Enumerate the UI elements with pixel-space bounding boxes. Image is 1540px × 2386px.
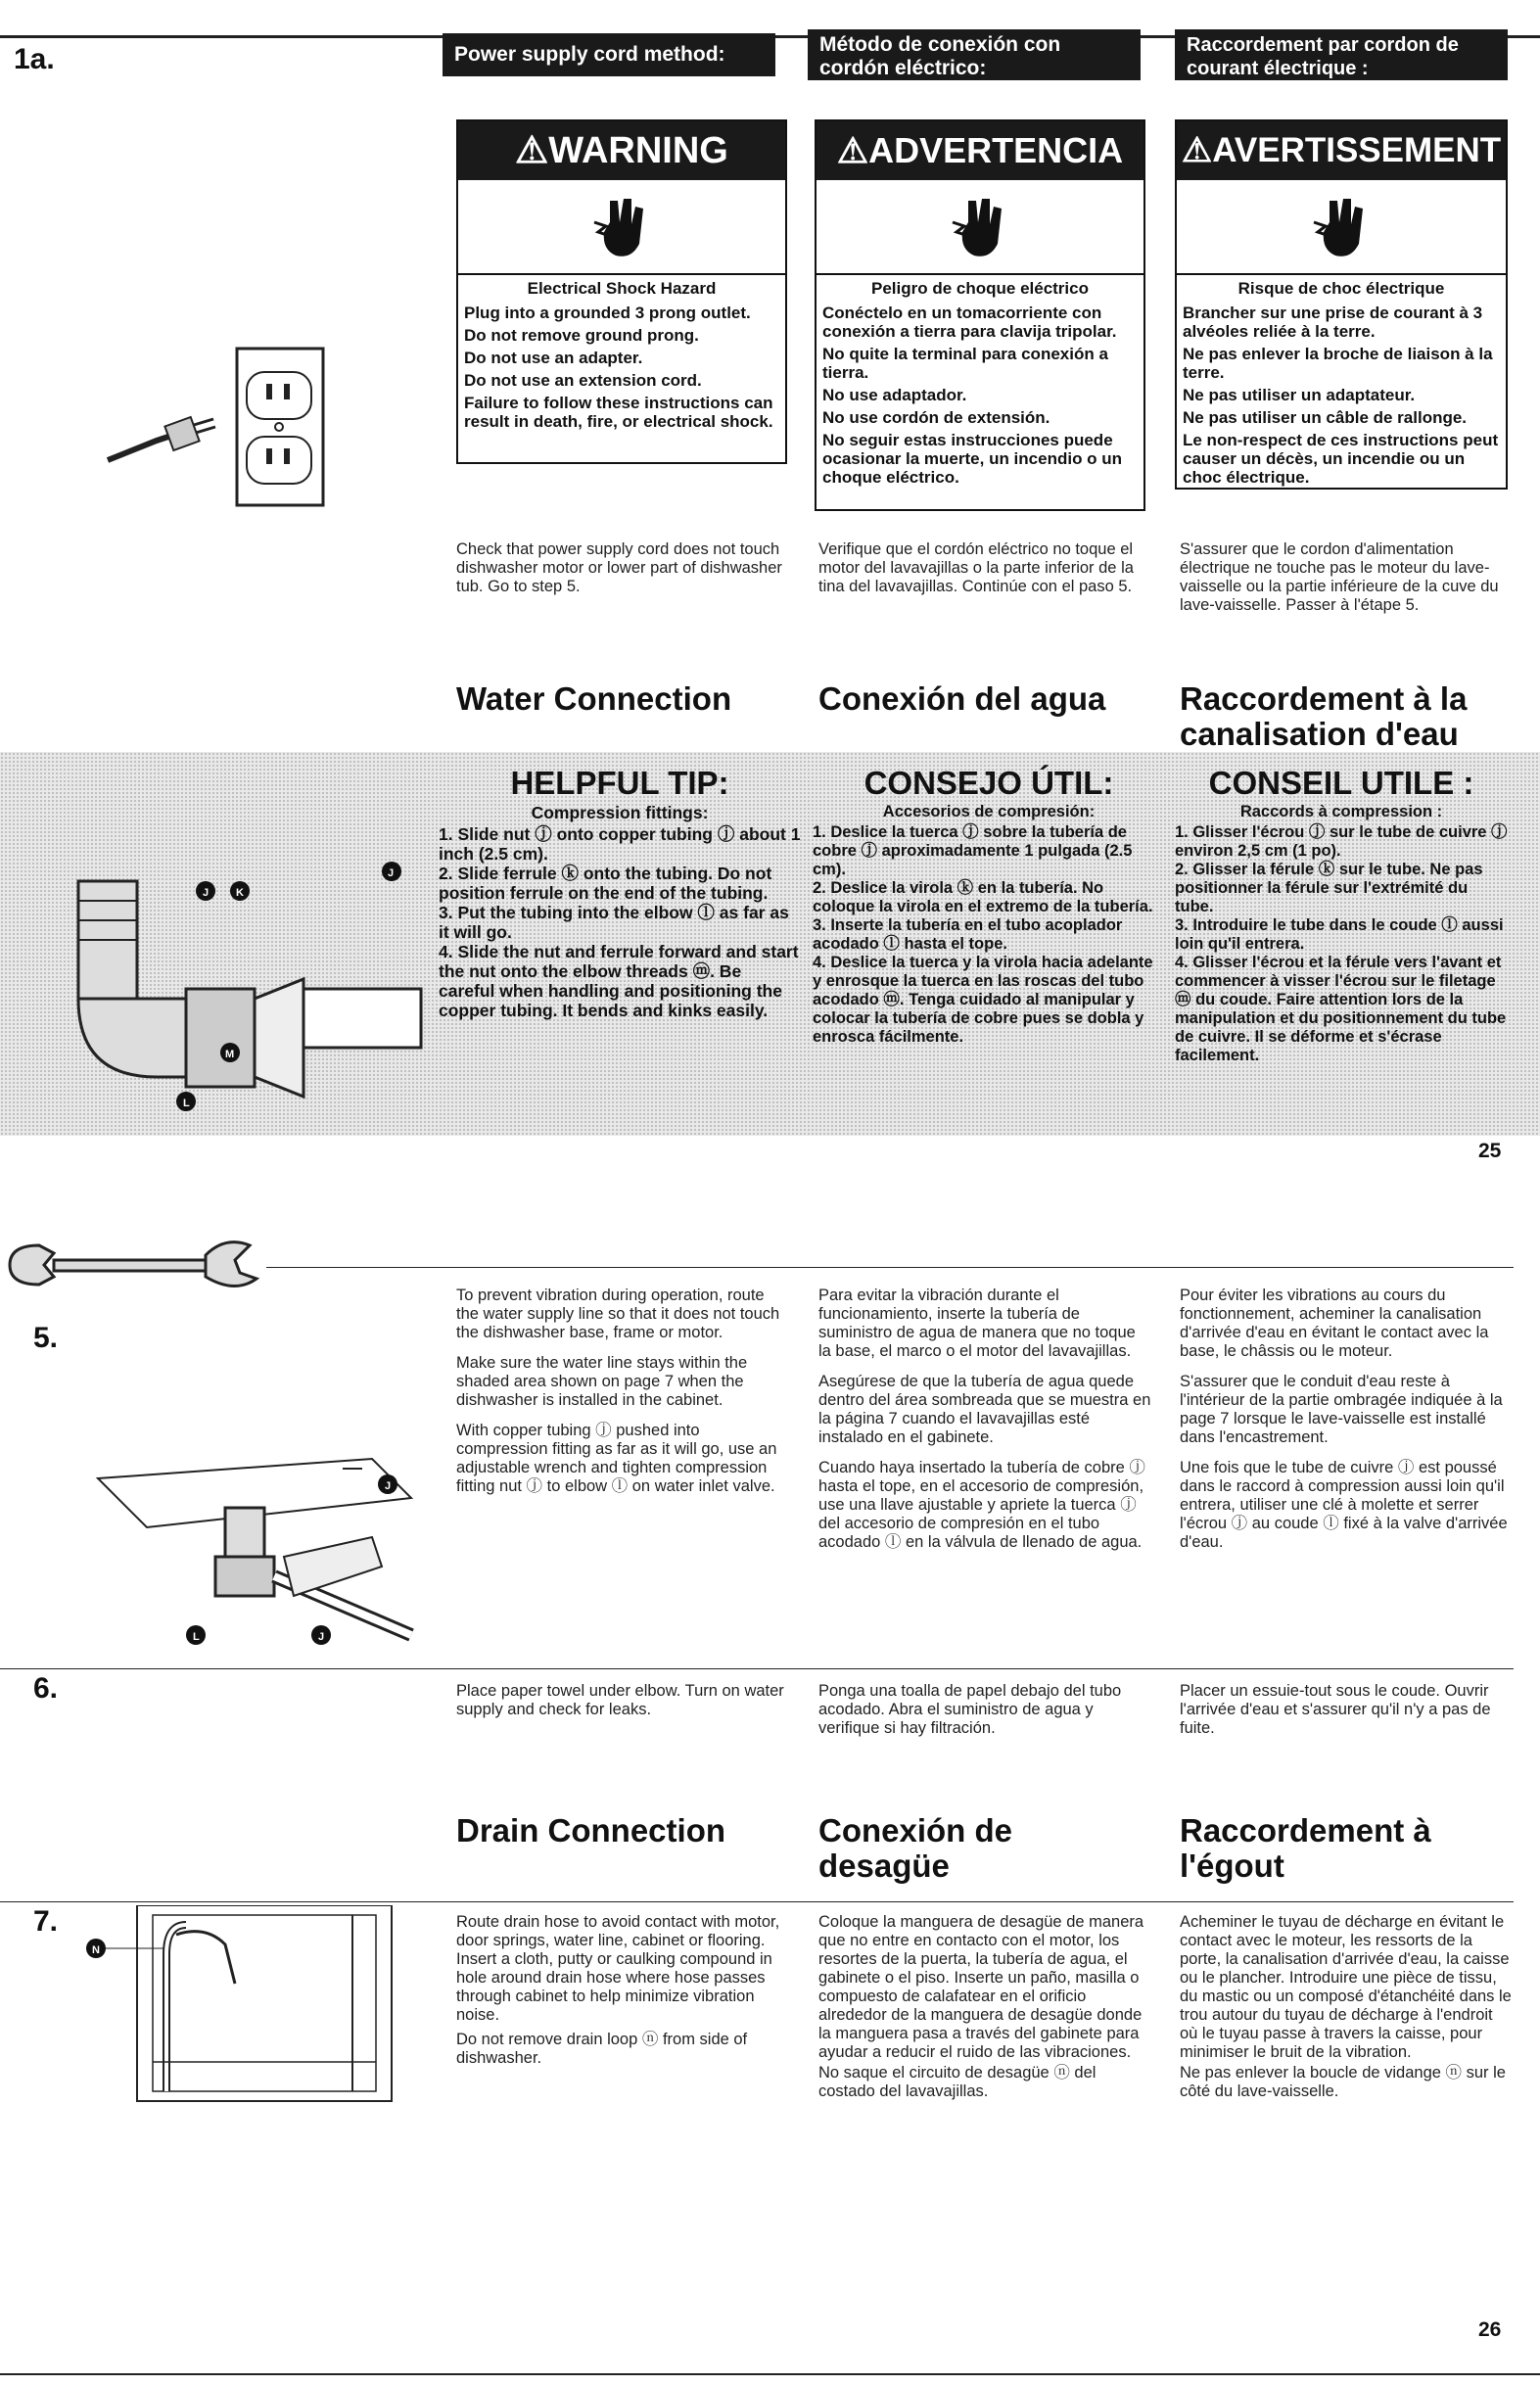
warning-line: Brancher sur une prise de courant à 3 alvéoles reliée à la terre. xyxy=(1183,304,1483,341)
step-number-1a: 1a. xyxy=(14,43,55,75)
step-number-5: 5. xyxy=(33,1322,59,1354)
paragraph: Ne pas enlever la boucle de vidange ⓝ sur le côté du lave-vaisselle. xyxy=(1180,2064,1506,2100)
wrench-icon xyxy=(0,1236,274,1314)
label-n: N xyxy=(92,1944,100,1956)
tip-item: 4. Glisser l'écrou et la férule vers l'avant et commencer à visser l'écrou sur le filetage ⓜ du coude. Faire attention lors de la manipulation et du positionnement du tube de cuivre. Il se déforme et s'écrase facilement. xyxy=(1175,954,1507,1064)
warning-line: No seguir estas instrucciones puede ocasionar la muerte, un incendio o un choque eléctrico. xyxy=(822,431,1123,487)
step7-text-es xyxy=(818,1913,1151,2113)
warning-line: Ne pas enlever la broche de liaison à la terre. xyxy=(1183,345,1493,382)
paragraph: Para evitar la vibración durante el funcionamiento, inserte la tubería de suministro de agua de manera que no toque la base, el marco o el motor del lavavajillas. xyxy=(818,1287,1136,1360)
label-l: L xyxy=(183,1098,190,1109)
tip-item: 2. Deslice la virola ⓚ en la tubería. No coloque la virola en el extremo de la tubería. xyxy=(813,879,1153,915)
divider xyxy=(0,1901,1514,1902)
tip-subtitle: Compression fittings: xyxy=(531,803,709,822)
warning-line: Failure to follow these instructions can result in death, fire, or electrical shock. xyxy=(464,394,773,431)
paragraph: Pour éviter les vibrations au cours du fonctionnement, acheminer la canalisation d'arrivée d'eau en évitant le contact avec la base, le châssis ou le moteur. xyxy=(1180,1287,1489,1360)
wrench-elbow-illustration xyxy=(78,1439,431,1655)
divider xyxy=(266,1267,1514,1268)
tip-item: 1. Slide nut ⓙ onto copper tubing ⓙ about 1 inch (2.5 cm). xyxy=(439,824,801,864)
check-text-fr: S'assurer que le cordon d'alimentation électrique ne touche pas le moteur du lave-vaisselle ou la partie inférieure de la cuve du lave-vaisselle. Passer à l'étape 5. xyxy=(1180,540,1499,614)
warning-title: ⚠ADVERTENCIA xyxy=(817,121,1143,180)
water-connection-title-es: Conexión del agua xyxy=(818,680,1106,717)
warning-box-en xyxy=(456,119,787,464)
tip-item: 2. Slide ferrule ⓚ onto the tubing. Do not position ferrule on the end of the tubing. xyxy=(439,864,772,903)
helpful-tip-es xyxy=(813,766,1165,1047)
divider xyxy=(0,1668,1514,1669)
tip-item: 2. Glisser la férule ⓚ sur le tube. Ne pas positionner la férule sur l'extrémité du tube. xyxy=(1175,861,1483,915)
warning-box-es xyxy=(815,119,1145,511)
step5-text-fr xyxy=(1180,1287,1513,1564)
tip-item: 1. Deslice la tuerca ⓙ sobre la tubería de cobre ⓙ aproximadamente 1 pulgada (2.5 cm). xyxy=(813,823,1133,878)
tip-title: HELPFUL TIP: xyxy=(510,765,729,801)
tip-title: CONSEJO ÚTIL: xyxy=(863,765,1114,801)
warning-hazard: Electrical Shock Hazard xyxy=(527,279,717,298)
step7-text-fr xyxy=(1180,1913,1513,2113)
paragraph: Coloque la manguera de desagüe de manera que no entre en contacto con el motor, los resortes de la puerta, la tubería de agua, el gabinete o el piso. Inserte un paño, masilla o compuesto de calafatear en el orificio alrededor de la manguera de desagüe donde la manguera pasa a través del gabinete para ayudar a reducir el ruido de las vibraciones. xyxy=(818,1913,1144,2061)
water-connection-title-fr: Raccordement à la canalisation d'eau xyxy=(1180,680,1468,752)
warning-line: Ne pas utiliser un câble de rallonge. xyxy=(1183,408,1468,427)
paragraph: To prevent vibration during operation, route the water supply line so that it does not touch the dishwasher base, frame or motor. xyxy=(456,1287,780,1341)
warning-line: Ne pas utiliser un adaptateur. xyxy=(1183,386,1416,404)
warning-line: Plug into a grounded 3 prong outlet. xyxy=(464,304,751,322)
helpful-tip-fr xyxy=(1175,766,1508,1065)
tip-item: 4. Deslice la tuerca y la virola hacia adelante y enrosque la tuerca en las roscas del tubo acodado ⓜ. Tenga cuidado al manipular y colocar la tubería de cobre pues se dobla y enrosca fácilmente. xyxy=(813,954,1153,1046)
warning-line: Do not use an extension cord. xyxy=(464,371,702,390)
shock-hand-icon xyxy=(1177,180,1506,275)
shock-hand-icon xyxy=(458,180,785,275)
paragraph: S'assurer que le conduit d'eau reste à l'intérieur de la partie ombragée indiquée à la page 7 lorsque le lave-vaisselle est installé dans l'encastrement. xyxy=(1180,1373,1503,1446)
warning-line: Le non-respect de ces instructions peut causer un décès, un incendie ou un choc électrique. xyxy=(1183,431,1499,487)
paragraph: No saque el circuito de desagüe ⓝ del costado del lavavajillas. xyxy=(818,2064,1097,2100)
tip-subtitle: Raccords à compression : xyxy=(1239,803,1443,820)
page-number-25: 25 xyxy=(1478,1140,1502,1162)
tip-title: CONSEIL UTILE : xyxy=(1208,765,1474,801)
tip-item: 3. Put the tubing into the elbow ⓛ as far as it will go. xyxy=(439,903,789,942)
compression-fitting-illustration xyxy=(49,842,441,1136)
paragraph: Route drain hose to avoid contact with motor, door springs, water line, cabinet or flooring. Insert a cloth, putty or caulking compound in hole around drain hose where hose passes through cabinet to help minimize vibration noise. xyxy=(456,1913,780,2024)
step-number-6: 6. xyxy=(33,1672,59,1705)
tip-item: 3. Inserte la tubería en el tubo acoplador acodado ⓛ hasta el tope. xyxy=(813,916,1123,953)
tip-subtitle: Accesorios de compresión: xyxy=(882,803,1096,820)
tip-item: 3. Introduire le tube dans le coude ⓛ aussi loin qu'il entrera. xyxy=(1175,916,1504,953)
warning-line: No quite la terminal para conexión a tierra. xyxy=(822,345,1108,382)
step6-text-en: Place paper towel under elbow. Turn on water supply and check for leaks. xyxy=(456,1682,784,1718)
tip-item: 4. Slide the nut and ferrule forward and start the nut onto the elbow threads ⓜ. Be careful when handling and positioning the copper tubing. It bends and kinks easily. xyxy=(439,942,799,1020)
warning-hazard: Peligro de choque eléctrico xyxy=(870,279,1089,298)
label-j2: J xyxy=(203,887,210,899)
warning-hazard: Risque de choc électrique xyxy=(1237,279,1445,298)
warning-line: Do not use an adapter. xyxy=(464,349,643,367)
helpful-tip-en xyxy=(439,766,801,1020)
paragraph: With copper tubing ⓙ pushed into compression fitting as far as it will go, use an adjustable wrench and tighten compression fitting nut ⓙ to elbow ⓛ on water inlet valve. xyxy=(456,1422,777,1495)
step6-text-es: Ponga una toalla de papel debajo del tubo acodado. Abra el suministro de agua y verifique si hay filtración. xyxy=(818,1682,1122,1737)
paragraph: Cuando haya insertado la tubería de cobre ⓙ hasta el tope, en el accesorio de compresión, use una llave ajustable y apriete la tuerca ⓙ del accesorio de compresión en el tubo acodado ⓛ en la válvula de llenado de agua. xyxy=(818,1459,1145,1551)
step5-text-en xyxy=(456,1287,789,1508)
warning-title: ⚠AVERTISSEMENT xyxy=(1177,121,1506,180)
label-k: K xyxy=(236,887,244,899)
drain-connection-title-fr: Raccordement à l'égout xyxy=(1180,1812,1431,1884)
header-power-cord-en: Power supply cord method: xyxy=(443,33,775,76)
warning-line: Do not remove ground prong. xyxy=(464,326,699,345)
paragraph: Acheminer le tuyau de décharge en évitant le contact avec le moteur, les ressorts de la porte, la canalisation d'arrivée d'eau, la caisse ou le plancher. Introduire une pièce de tissu, du mastic ou un composé d'étanchéité dans le trou autour du tuyau de décharge à l'endroit où le tuyau passe à travers la caisse, pour minimiser le bruit de la vibration. xyxy=(1180,1913,1512,2061)
warning-line: Conéctelo en un tomacorriente con conexión a tierra para clavija tripolar. xyxy=(822,304,1117,341)
step6-text-fr: Placer un essuie-tout sous le coude. Ouvrir l'arrivée d'eau et s'assurer qu'il n'y a pas de fuite. xyxy=(1180,1682,1491,1737)
warning-box-fr xyxy=(1175,119,1508,490)
header-power-cord-es: Método de conexión con cordón eléctrico: xyxy=(808,29,1141,80)
outlet-illustration xyxy=(98,343,333,519)
warning-line: No use adaptador. xyxy=(822,386,967,404)
step5-text-es xyxy=(818,1287,1151,1564)
water-connection-title-en: Water Connection xyxy=(456,680,732,717)
label-l: L xyxy=(193,1631,200,1643)
drain-loop-illustration xyxy=(59,1905,431,2111)
paragraph: Une fois que le tube de cuivre ⓙ est poussé dans le raccord à compression aussi loin qu'il entrera, utiliser une clé à molette et serrer l'écrou ⓙ au coude ⓛ fixé à la valve d'arrivée d'eau. xyxy=(1180,1459,1508,1551)
tip-item: 1. Glisser l'écrou ⓙ sur le tube de cuivre ⓙ environ 2,5 cm (1 po). xyxy=(1175,823,1508,860)
drain-connection-title-en: Drain Connection xyxy=(456,1812,726,1848)
paragraph: Do not remove drain loop ⓝ from side of dishwasher. xyxy=(456,2031,748,2067)
drain-connection-title-es: Conexión de desagüe xyxy=(818,1812,1013,1884)
bottom-rule xyxy=(0,2373,1540,2375)
shock-hand-icon xyxy=(817,180,1143,275)
check-text-es: Verifique que el cordón eléctrico no toque el motor del lavavajillas o la parte inferior de la tina del lavavajillas. Continúe con el paso 5. xyxy=(818,540,1134,595)
check-text-en: Check that power supply cord does not touch dishwasher motor or lower part of dishwasher tub. Go to step 5. xyxy=(456,540,782,595)
label-j: J xyxy=(388,867,395,879)
label-j: J xyxy=(385,1480,392,1492)
step-number-7: 7. xyxy=(33,1905,59,1938)
warning-line: No use cordón de extensión. xyxy=(822,408,1050,427)
paragraph: Make sure the water line stays within the shaded area shown on page 7 when the dishwasher is installed in the cabinet. xyxy=(456,1354,748,1409)
label-j2: J xyxy=(318,1631,325,1643)
step7-text-en xyxy=(456,1913,789,2080)
header-power-cord-fr: Raccordement par cordon de courant électrique : xyxy=(1175,29,1508,80)
label-m: M xyxy=(225,1049,235,1060)
page-number-26: 26 xyxy=(1478,2318,1502,2341)
warning-title: ⚠WARNING xyxy=(458,121,785,180)
paragraph: Asegúrese de que la tubería de agua quede dentro del área sombreada que se muestra en la página 7 cuando el lavavajillas esté instalado en el gabinete. xyxy=(818,1373,1151,1446)
